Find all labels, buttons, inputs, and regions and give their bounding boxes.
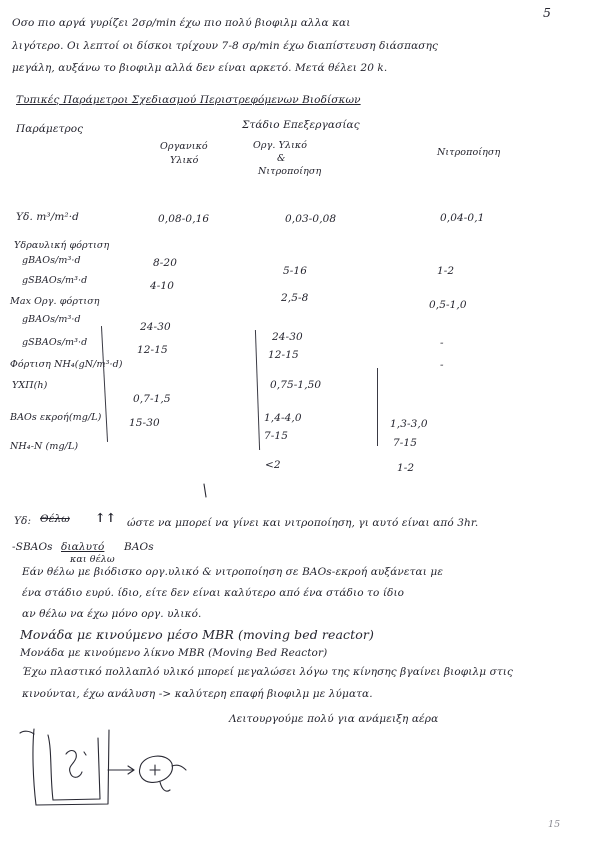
table-cell: 1,4-4,0 (264, 412, 302, 424)
table-row-label: BAOs εκροή(mg/L) (10, 412, 102, 423)
table-row-label: NH₄-N (mg/L) (10, 441, 79, 452)
section-title: Τυπικές Παράμετροι Σχεδιασμού Περιστρεφόμενων Βιοδίσκων (16, 94, 361, 106)
col2-header-line3: Νιτροποίηση (258, 166, 322, 177)
table-cell: - (440, 337, 444, 349)
double-up-arrow-icon: ↑↑ (95, 510, 117, 525)
col2-header-line2: & (277, 153, 286, 164)
note-mbr-heading-2: Μονάδα με κινούμενο λίκνο MBR (Moving Bed Reactor) (20, 647, 328, 659)
note-aeration: Λειτουργούμε πολύ για ανάμειξη αέρα (229, 713, 439, 725)
table-param-header: Παράμετρος (16, 123, 84, 135)
table-cell: 0,04-0,1 (440, 212, 485, 224)
table-cell: 15-30 (129, 417, 160, 429)
note-paragraph-line-2: ένα στάδιο ευρύ. ίδιο, είτε δεν είναι καλύτερο από ένα στάδιο το ίδιο (22, 587, 405, 599)
table-cell: 4-10 (150, 280, 174, 292)
table-cell: 0,5-1,0 (429, 299, 467, 311)
table-cell: 12-15 (137, 344, 168, 356)
table-cell: 5-16 (283, 265, 307, 277)
col1-header-line1: Οργανικό (160, 141, 208, 152)
note-yd-text: ώστε να μπορεί να γίνει και νιτροποίηση, γι αυτό είναι από 3hr. (127, 517, 479, 529)
footer-mark: 15 (548, 819, 561, 830)
note-sbaos-baos: BAOs (124, 541, 154, 553)
table-row-label: ΥΧΠ(h) (12, 380, 48, 391)
note-mbr-heading-1: Μονάδα με κινούμενο μέσο MBR (moving bed reactor) (20, 627, 374, 642)
table-cell: 0,03-0,08 (285, 213, 337, 225)
table-cell: 1,3-3,0 (390, 418, 428, 430)
table-cell: 7-15 (393, 437, 417, 449)
table-row-label: gBAOs/m³·d (22, 314, 81, 325)
note-yd-prefix: Υδ: (14, 515, 32, 527)
table-cell: 0,08-0,16 (158, 213, 210, 225)
note-paragraph-line-3: αν θέλω να έχω μόνο οργ. υλικό. (22, 608, 202, 620)
table-row-label: Φόρτιση NH₄(gN/m³·d) (10, 359, 123, 370)
col2-header-line1: Οργ. Υλικό (253, 140, 308, 151)
note-closing-line-1: Έχω πλαστικό πολλαπλό υλικό μπορεί μεγαλώσει λόγω της κίνησης βγαίνει βιοφιλμ στις (22, 666, 513, 678)
note-closing-line-2: κινούνται, έχω ανάλυση -> καλύτερη επαφή βιοφιλμ με λύματα. (22, 688, 373, 700)
note-yd-crossed: Θέλω (40, 513, 70, 525)
table-cell: <2 (265, 459, 281, 471)
table-row-label: Υδραυλική φόρτιση (14, 240, 110, 251)
page-number: 5 (543, 5, 552, 20)
table-cell: 1-2 (437, 265, 455, 277)
table-row-label: gBAOs/m³·d (22, 255, 81, 266)
table-row-label: gSBAOs/m³·d (22, 275, 88, 286)
intro-line-2: λιγότερο. Οι λεπτοί οι δίσκοι τρίχουν 7-8 σρ/min έχω διαπίστευση διάσπασης (12, 40, 438, 52)
note-sbaos-prefix: -SBAOs (12, 541, 53, 553)
note-insert: και θέλω (70, 554, 115, 565)
table-cell: 0,75-1,50 (270, 379, 322, 391)
table-group-header: Στάδιο Επεξεργασίας (242, 119, 360, 131)
table-cell: 0,7-1,5 (133, 393, 171, 405)
note-sbaos-crossed: διαλυτό (61, 541, 105, 553)
table-cell: 24-30 (272, 331, 303, 343)
col1-header-line2: Υλικό (170, 155, 199, 166)
table-cell: 7-15 (264, 430, 288, 442)
col3-header: Νιτροποίηση (437, 147, 501, 158)
table-row-label: Υδ. m³/m²·d (16, 211, 79, 223)
table-cell: 2,5-8 (281, 292, 309, 304)
table-cell: 12-15 (268, 349, 299, 361)
intro-line-1: Οσο πιο αργά γυρίζει 2σρ/min έχω πιο πολύ βιοφιλμ αλλα και (12, 17, 351, 29)
table-cell: - (440, 359, 444, 371)
table-row-label: Max Οργ. φόρτιση (10, 296, 100, 307)
table-cell: 1-2 (397, 462, 415, 474)
intro-line-3: μεγάλη, αυξάνω το βιοφιλμ αλλά δεν είναι αρκετό. Μετά θέλει 20 k. (12, 62, 388, 74)
table-cell: 8-20 (153, 257, 177, 269)
note-paragraph-line-1: Εάν θέλω με βιόδισκο οργ.υλικό & νιτροποίηση σε BAOs-εκροή αυξάνεται με (22, 566, 444, 578)
table-cell: 24-30 (140, 321, 171, 333)
table-row-label: gSBAOs/m³·d (22, 337, 88, 348)
